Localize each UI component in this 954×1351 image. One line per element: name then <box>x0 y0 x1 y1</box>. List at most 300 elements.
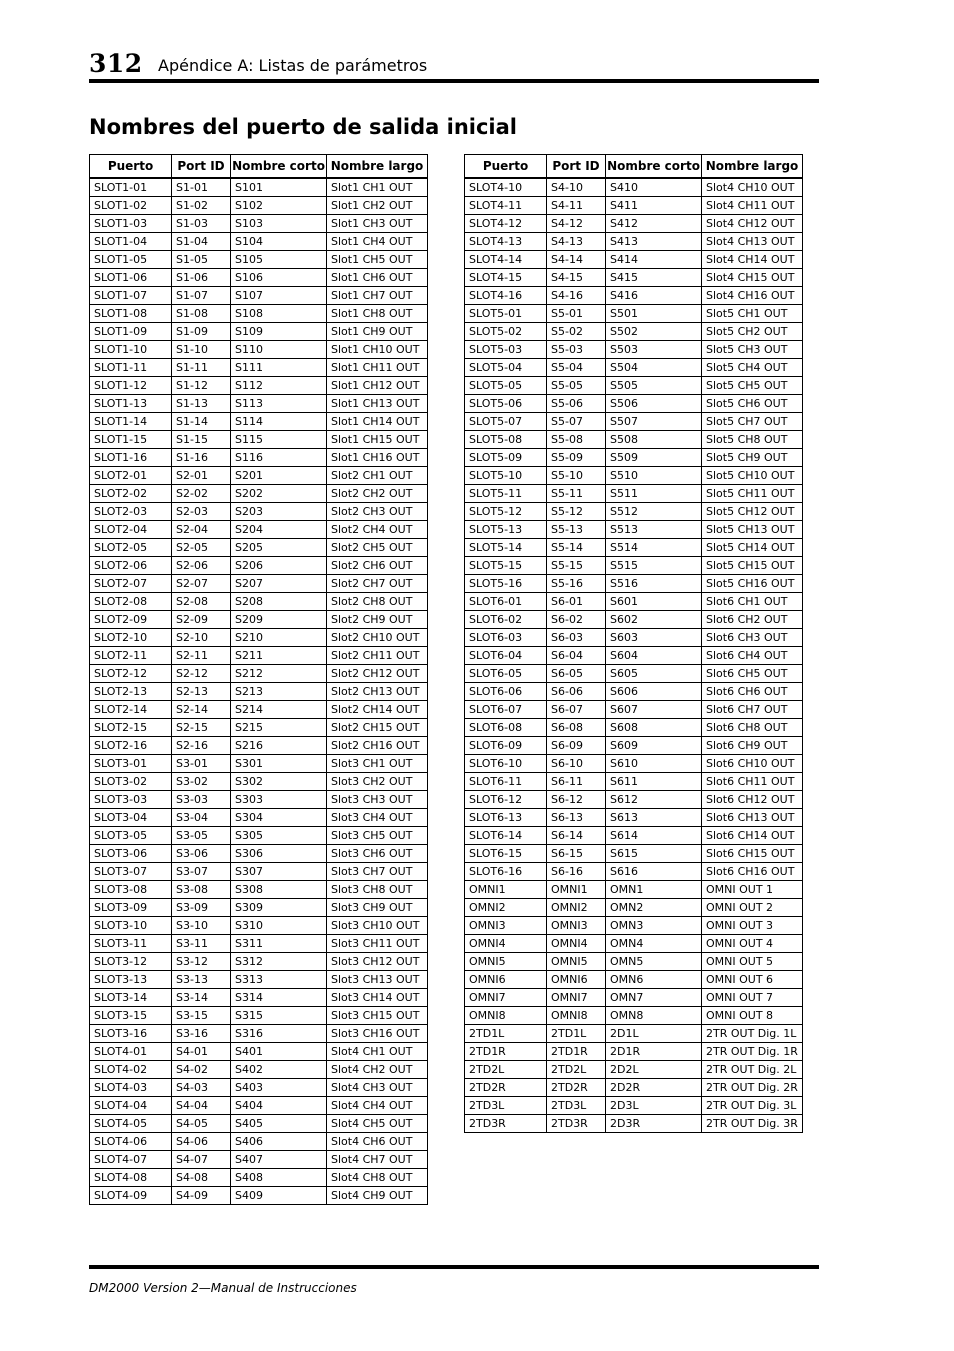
cell-nombre-corto: S508 <box>606 431 702 449</box>
table-row <box>465 629 803 647</box>
table-row <box>465 287 803 305</box>
cell-nombre-largo: Slot5 CH14 OUT <box>702 539 803 557</box>
table-row <box>90 1007 428 1025</box>
cell-nombre-corto: S413 <box>606 233 702 251</box>
cell-port-id: S4-04 <box>172 1097 231 1115</box>
cell-nombre-largo: Slot2 CH1 OUT <box>327 467 428 485</box>
table-row <box>465 341 803 359</box>
table-row <box>90 683 428 701</box>
cell-puerto: SLOT2-09 <box>90 611 172 629</box>
cell-nombre-largo: Slot1 CH12 OUT <box>327 377 428 395</box>
cell-puerto: SLOT1-09 <box>90 323 172 341</box>
cell-puerto: SLOT4-15 <box>465 269 547 287</box>
cell-nombre-largo: Slot3 CH6 OUT <box>327 845 428 863</box>
cell-nombre-corto: S107 <box>231 287 327 305</box>
cell-puerto: SLOT1-11 <box>90 359 172 377</box>
table-row <box>90 287 428 305</box>
cell-nombre-corto: 2D3R <box>606 1115 702 1133</box>
cell-nombre-corto: S409 <box>231 1187 327 1205</box>
table-row <box>465 1025 803 1043</box>
cell-port-id: 2TD3L <box>547 1097 606 1115</box>
cell-nombre-corto: S206 <box>231 557 327 575</box>
cell-port-id: S3-09 <box>172 899 231 917</box>
cell-port-id: S1-15 <box>172 431 231 449</box>
cell-port-id: S4-05 <box>172 1115 231 1133</box>
cell-nombre-corto: S106 <box>231 269 327 287</box>
cell-nombre-corto: S211 <box>231 647 327 665</box>
cell-puerto: SLOT1-07 <box>90 287 172 305</box>
cell-port-id: S1-02 <box>172 197 231 215</box>
cell-puerto: SLOT1-15 <box>90 431 172 449</box>
column-header-nombre-corto: Nombre corto <box>231 155 327 179</box>
table-row <box>465 467 803 485</box>
cell-puerto: OMNI3 <box>465 917 547 935</box>
cell-nombre-largo: Slot4 CH6 OUT <box>327 1133 428 1151</box>
table-row <box>90 593 428 611</box>
cell-nombre-corto: S210 <box>231 629 327 647</box>
cell-port-id: S5-10 <box>547 467 606 485</box>
cell-nombre-corto: S509 <box>606 449 702 467</box>
cell-puerto: SLOT4-08 <box>90 1169 172 1187</box>
cell-puerto: SLOT5-11 <box>465 485 547 503</box>
cell-port-id: S2-12 <box>172 665 231 683</box>
cell-nombre-corto: S403 <box>231 1079 327 1097</box>
cell-puerto: SLOT2-02 <box>90 485 172 503</box>
cell-port-id: S5-07 <box>547 413 606 431</box>
table-row <box>465 1043 803 1061</box>
cell-nombre-largo: OMNI OUT 3 <box>702 917 803 935</box>
table-row <box>465 647 803 665</box>
cell-port-id: S5-03 <box>547 341 606 359</box>
cell-port-id: S3-10 <box>172 917 231 935</box>
cell-puerto: SLOT2-03 <box>90 503 172 521</box>
cell-nombre-largo: Slot6 CH11 OUT <box>702 773 803 791</box>
table-row <box>90 1097 428 1115</box>
cell-nombre-largo: Slot5 CH5 OUT <box>702 377 803 395</box>
cell-port-id: OMNI8 <box>547 1007 606 1025</box>
cell-port-id: S2-16 <box>172 737 231 755</box>
table-row <box>465 1061 803 1079</box>
cell-nombre-largo: Slot4 CH14 OUT <box>702 251 803 269</box>
cell-nombre-corto: S104 <box>231 233 327 251</box>
cell-port-id: S1-10 <box>172 341 231 359</box>
cell-nombre-corto: OMN7 <box>606 989 702 1007</box>
cell-nombre-corto: S113 <box>231 395 327 413</box>
cell-nombre-largo: Slot3 CH5 OUT <box>327 827 428 845</box>
cell-nombre-corto: S202 <box>231 485 327 503</box>
table-row <box>90 215 428 233</box>
cell-puerto: SLOT5-03 <box>465 341 547 359</box>
table-row <box>465 809 803 827</box>
cell-nombre-corto: S511 <box>606 485 702 503</box>
cell-nombre-largo: Slot2 CH9 OUT <box>327 611 428 629</box>
table-row <box>90 881 428 899</box>
cell-port-id: S6-08 <box>547 719 606 737</box>
cell-nombre-largo: Slot3 CH16 OUT <box>327 1025 428 1043</box>
cell-puerto: SLOT3-04 <box>90 809 172 827</box>
cell-nombre-largo: Slot5 CH13 OUT <box>702 521 803 539</box>
cell-port-id: S3-13 <box>172 971 231 989</box>
table-row <box>90 1043 428 1061</box>
table-header-row <box>465 155 803 179</box>
cell-nombre-largo: Slot4 CH12 OUT <box>702 215 803 233</box>
table-row <box>465 251 803 269</box>
cell-nombre-largo: Slot3 CH15 OUT <box>327 1007 428 1025</box>
cell-nombre-corto: S401 <box>231 1043 327 1061</box>
cell-nombre-corto: S515 <box>606 557 702 575</box>
cell-nombre-corto: OMN5 <box>606 953 702 971</box>
table-row <box>465 178 803 197</box>
cell-nombre-corto: S611 <box>606 773 702 791</box>
cell-port-id: OMNI7 <box>547 989 606 1007</box>
cell-puerto: SLOT5-16 <box>465 575 547 593</box>
cell-nombre-largo: Slot5 CH1 OUT <box>702 305 803 323</box>
cell-puerto: SLOT2-08 <box>90 593 172 611</box>
cell-nombre-corto: S310 <box>231 917 327 935</box>
cell-nombre-largo: Slot5 CH3 OUT <box>702 341 803 359</box>
cell-nombre-corto: S608 <box>606 719 702 737</box>
table-row <box>90 1151 428 1169</box>
cell-nombre-largo: Slot6 CH13 OUT <box>702 809 803 827</box>
cell-port-id: S2-15 <box>172 719 231 737</box>
table-row <box>90 719 428 737</box>
cell-nombre-largo: Slot4 CH5 OUT <box>327 1115 428 1133</box>
cell-puerto: 2TD1R <box>465 1043 547 1061</box>
cell-puerto: SLOT2-11 <box>90 647 172 665</box>
cell-nombre-largo: OMNI OUT 4 <box>702 935 803 953</box>
cell-nombre-corto: S301 <box>231 755 327 773</box>
cell-port-id: S1-03 <box>172 215 231 233</box>
cell-nombre-corto: S201 <box>231 467 327 485</box>
cell-nombre-corto: S607 <box>606 701 702 719</box>
cell-nombre-largo: Slot1 CH7 OUT <box>327 287 428 305</box>
cell-port-id: S5-06 <box>547 395 606 413</box>
chapter-title: Apéndice A: Listas de parámetros <box>158 56 428 75</box>
cell-nombre-largo: OMNI OUT 6 <box>702 971 803 989</box>
table-row <box>90 845 428 863</box>
cell-puerto: SLOT2-07 <box>90 575 172 593</box>
cell-puerto: SLOT5-04 <box>465 359 547 377</box>
cell-port-id: S6-11 <box>547 773 606 791</box>
table-row <box>465 503 803 521</box>
cell-nombre-largo: Slot1 CH10 OUT <box>327 341 428 359</box>
cell-puerto: SLOT3-16 <box>90 1025 172 1043</box>
table-row <box>465 305 803 323</box>
cell-puerto: SLOT1-06 <box>90 269 172 287</box>
cell-nombre-largo: Slot6 CH2 OUT <box>702 611 803 629</box>
cell-port-id: S2-14 <box>172 701 231 719</box>
cell-nombre-corto: 2D3L <box>606 1097 702 1115</box>
cell-nombre-corto: S412 <box>606 215 702 233</box>
cell-nombre-corto: S213 <box>231 683 327 701</box>
table-row <box>465 989 803 1007</box>
cell-puerto: SLOT2-16 <box>90 737 172 755</box>
table-row <box>90 377 428 395</box>
cell-puerto: SLOT6-04 <box>465 647 547 665</box>
table-row <box>90 449 428 467</box>
cell-port-id: S5-05 <box>547 377 606 395</box>
cell-puerto: SLOT6-13 <box>465 809 547 827</box>
cell-port-id: OMNI1 <box>547 881 606 899</box>
table-row <box>465 1097 803 1115</box>
table-row <box>465 521 803 539</box>
cell-puerto: 2TD1L <box>465 1025 547 1043</box>
cell-nombre-corto: S408 <box>231 1169 327 1187</box>
cell-nombre-largo: 2TR OUT Dig. 3L <box>702 1097 803 1115</box>
cell-nombre-corto: S514 <box>606 539 702 557</box>
cell-nombre-corto: OMN4 <box>606 935 702 953</box>
cell-port-id: S4-02 <box>172 1061 231 1079</box>
table-row <box>465 323 803 341</box>
cell-nombre-largo: Slot5 CH10 OUT <box>702 467 803 485</box>
cell-port-id: S1-05 <box>172 251 231 269</box>
cell-port-id: S5-11 <box>547 485 606 503</box>
cell-port-id: S6-13 <box>547 809 606 827</box>
cell-nombre-largo: Slot2 CH5 OUT <box>327 539 428 557</box>
cell-nombre-corto: S507 <box>606 413 702 431</box>
cell-puerto: SLOT1-02 <box>90 197 172 215</box>
cell-nombre-largo: Slot1 CH4 OUT <box>327 233 428 251</box>
cell-nombre-largo: Slot5 CH4 OUT <box>702 359 803 377</box>
cell-port-id: S6-14 <box>547 827 606 845</box>
cell-nombre-largo: Slot2 CH7 OUT <box>327 575 428 593</box>
header-rule <box>89 79 819 83</box>
cell-port-id: S3-14 <box>172 989 231 1007</box>
cell-nombre-corto: S102 <box>231 197 327 215</box>
cell-nombre-largo: Slot2 CH2 OUT <box>327 485 428 503</box>
cell-nombre-corto: S614 <box>606 827 702 845</box>
cell-nombre-largo: Slot2 CH11 OUT <box>327 647 428 665</box>
cell-puerto: SLOT5-05 <box>465 377 547 395</box>
cell-puerto: SLOT4-06 <box>90 1133 172 1151</box>
port-table-left <box>89 154 428 1205</box>
cell-nombre-largo: Slot2 CH3 OUT <box>327 503 428 521</box>
cell-port-id: S3-06 <box>172 845 231 863</box>
cell-nombre-corto: S610 <box>606 755 702 773</box>
cell-nombre-largo: Slot1 CH3 OUT <box>327 215 428 233</box>
cell-port-id: S1-08 <box>172 305 231 323</box>
cell-puerto: SLOT5-13 <box>465 521 547 539</box>
cell-nombre-corto: S513 <box>606 521 702 539</box>
table-row <box>465 701 803 719</box>
cell-nombre-largo: OMNI OUT 1 <box>702 881 803 899</box>
cell-nombre-corto: S404 <box>231 1097 327 1115</box>
cell-nombre-corto: S415 <box>606 269 702 287</box>
cell-nombre-largo: Slot3 CH3 OUT <box>327 791 428 809</box>
cell-nombre-largo: Slot2 CH12 OUT <box>327 665 428 683</box>
cell-nombre-largo: OMNI OUT 7 <box>702 989 803 1007</box>
cell-nombre-corto: 2D1L <box>606 1025 702 1043</box>
cell-puerto: SLOT6-02 <box>465 611 547 629</box>
cell-puerto: SLOT1-12 <box>90 377 172 395</box>
column-header-port-id: Port ID <box>547 155 606 179</box>
cell-port-id: S3-16 <box>172 1025 231 1043</box>
cell-puerto: SLOT6-05 <box>465 665 547 683</box>
cell-port-id: S3-01 <box>172 755 231 773</box>
cell-puerto: SLOT2-01 <box>90 467 172 485</box>
cell-nombre-corto: S309 <box>231 899 327 917</box>
table-row <box>90 521 428 539</box>
cell-nombre-corto: S204 <box>231 521 327 539</box>
cell-nombre-largo: Slot5 CH6 OUT <box>702 395 803 413</box>
cell-nombre-largo: Slot4 CH4 OUT <box>327 1097 428 1115</box>
cell-port-id: S4-11 <box>547 197 606 215</box>
table-row <box>465 431 803 449</box>
cell-nombre-corto: S101 <box>231 178 327 197</box>
cell-nombre-largo: Slot2 CH15 OUT <box>327 719 428 737</box>
table-row <box>465 269 803 287</box>
cell-puerto: SLOT4-07 <box>90 1151 172 1169</box>
table-row <box>90 1133 428 1151</box>
cell-puerto: 2TD3L <box>465 1097 547 1115</box>
column-header-nombre-corto: Nombre corto <box>606 155 702 179</box>
cell-nombre-largo: Slot3 CH14 OUT <box>327 989 428 1007</box>
cell-nombre-corto: S601 <box>606 593 702 611</box>
cell-nombre-largo: Slot1 CH8 OUT <box>327 305 428 323</box>
cell-port-id: S4-06 <box>172 1133 231 1151</box>
cell-puerto: SLOT4-09 <box>90 1187 172 1205</box>
cell-port-id: S1-09 <box>172 323 231 341</box>
cell-nombre-corto: S407 <box>231 1151 327 1169</box>
cell-nombre-corto: S606 <box>606 683 702 701</box>
cell-port-id: S4-15 <box>547 269 606 287</box>
cell-nombre-largo: Slot6 CH9 OUT <box>702 737 803 755</box>
cell-nombre-largo: Slot2 CH14 OUT <box>327 701 428 719</box>
table-row <box>90 1115 428 1133</box>
cell-port-id: OMNI3 <box>547 917 606 935</box>
cell-port-id: S6-12 <box>547 791 606 809</box>
cell-port-id: S4-13 <box>547 233 606 251</box>
cell-port-id: S2-02 <box>172 485 231 503</box>
table-row <box>465 1007 803 1025</box>
cell-nombre-corto: S613 <box>606 809 702 827</box>
cell-port-id: S2-11 <box>172 647 231 665</box>
table-row <box>465 539 803 557</box>
cell-puerto: SLOT3-03 <box>90 791 172 809</box>
cell-nombre-largo: Slot3 CH9 OUT <box>327 899 428 917</box>
cell-puerto: SLOT6-12 <box>465 791 547 809</box>
cell-puerto: SLOT3-07 <box>90 863 172 881</box>
table-row <box>465 197 803 215</box>
table-row <box>465 1079 803 1097</box>
cell-puerto: SLOT3-08 <box>90 881 172 899</box>
cell-nombre-largo: Slot4 CH2 OUT <box>327 1061 428 1079</box>
cell-port-id: S4-10 <box>547 178 606 197</box>
cell-port-id: S1-07 <box>172 287 231 305</box>
table-row <box>465 485 803 503</box>
cell-puerto: 2TD2L <box>465 1061 547 1079</box>
table-row <box>465 359 803 377</box>
cell-puerto: SLOT6-09 <box>465 737 547 755</box>
cell-nombre-corto: S314 <box>231 989 327 1007</box>
cell-port-id: S5-13 <box>547 521 606 539</box>
cell-nombre-largo: Slot3 CH7 OUT <box>327 863 428 881</box>
table-row <box>465 719 803 737</box>
cell-puerto: SLOT3-15 <box>90 1007 172 1025</box>
cell-nombre-largo: Slot6 CH14 OUT <box>702 827 803 845</box>
table-row <box>90 953 428 971</box>
cell-puerto: OMNI6 <box>465 971 547 989</box>
cell-port-id: 2TD2R <box>547 1079 606 1097</box>
cell-nombre-corto: S116 <box>231 449 327 467</box>
cell-port-id: OMNI6 <box>547 971 606 989</box>
cell-puerto: SLOT5-07 <box>465 413 547 431</box>
cell-nombre-largo: Slot4 CH8 OUT <box>327 1169 428 1187</box>
cell-port-id: S4-01 <box>172 1043 231 1061</box>
cell-puerto: 2TD3R <box>465 1115 547 1133</box>
cell-nombre-corto: S103 <box>231 215 327 233</box>
cell-port-id: S2-04 <box>172 521 231 539</box>
table-row <box>90 575 428 593</box>
cell-nombre-corto: S416 <box>606 287 702 305</box>
cell-nombre-corto: 2D2L <box>606 1061 702 1079</box>
table-row <box>465 791 803 809</box>
table-row <box>465 935 803 953</box>
cell-nombre-corto: OMN8 <box>606 1007 702 1025</box>
cell-nombre-largo: Slot6 CH5 OUT <box>702 665 803 683</box>
cell-port-id: S5-16 <box>547 575 606 593</box>
table-row <box>465 233 803 251</box>
cell-port-id: S4-09 <box>172 1187 231 1205</box>
cell-nombre-corto: S411 <box>606 197 702 215</box>
cell-nombre-largo: Slot5 CH7 OUT <box>702 413 803 431</box>
table-row <box>465 755 803 773</box>
cell-nombre-corto: S315 <box>231 1007 327 1025</box>
cell-nombre-largo: Slot1 CH11 OUT <box>327 359 428 377</box>
table-row <box>90 557 428 575</box>
cell-port-id: OMNI5 <box>547 953 606 971</box>
cell-puerto: SLOT6-01 <box>465 593 547 611</box>
footer-rule <box>89 1265 819 1269</box>
cell-port-id: S4-12 <box>547 215 606 233</box>
cell-nombre-corto: S108 <box>231 305 327 323</box>
cell-nombre-largo: Slot6 CH16 OUT <box>702 863 803 881</box>
column-header-nombre-largo: Nombre largo <box>702 155 803 179</box>
cell-nombre-largo: Slot6 CH6 OUT <box>702 683 803 701</box>
cell-puerto: SLOT3-14 <box>90 989 172 1007</box>
table-row <box>90 233 428 251</box>
cell-port-id: S5-02 <box>547 323 606 341</box>
cell-port-id: S2-10 <box>172 629 231 647</box>
cell-nombre-corto: S609 <box>606 737 702 755</box>
cell-puerto: SLOT3-02 <box>90 773 172 791</box>
column-header-port-id: Port ID <box>172 155 231 179</box>
cell-port-id: S1-01 <box>172 178 231 197</box>
cell-nombre-corto: S114 <box>231 413 327 431</box>
cell-puerto: SLOT6-03 <box>465 629 547 647</box>
table-row <box>90 341 428 359</box>
cell-nombre-corto: S215 <box>231 719 327 737</box>
table-row <box>90 431 428 449</box>
cell-port-id: S1-04 <box>172 233 231 251</box>
cell-puerto: SLOT3-06 <box>90 845 172 863</box>
cell-nombre-largo: Slot3 CH11 OUT <box>327 935 428 953</box>
cell-puerto: SLOT2-14 <box>90 701 172 719</box>
cell-puerto: SLOT6-11 <box>465 773 547 791</box>
cell-port-id: S3-12 <box>172 953 231 971</box>
cell-port-id: S6-01 <box>547 593 606 611</box>
cell-puerto: SLOT5-14 <box>465 539 547 557</box>
cell-nombre-largo: Slot6 CH3 OUT <box>702 629 803 647</box>
cell-nombre-corto: S203 <box>231 503 327 521</box>
table-row <box>90 1169 428 1187</box>
table-row <box>465 413 803 431</box>
cell-puerto: SLOT1-04 <box>90 233 172 251</box>
cell-nombre-corto: S302 <box>231 773 327 791</box>
table-row <box>465 1115 803 1133</box>
cell-puerto: SLOT3-13 <box>90 971 172 989</box>
cell-nombre-largo: Slot1 CH1 OUT <box>327 178 428 197</box>
